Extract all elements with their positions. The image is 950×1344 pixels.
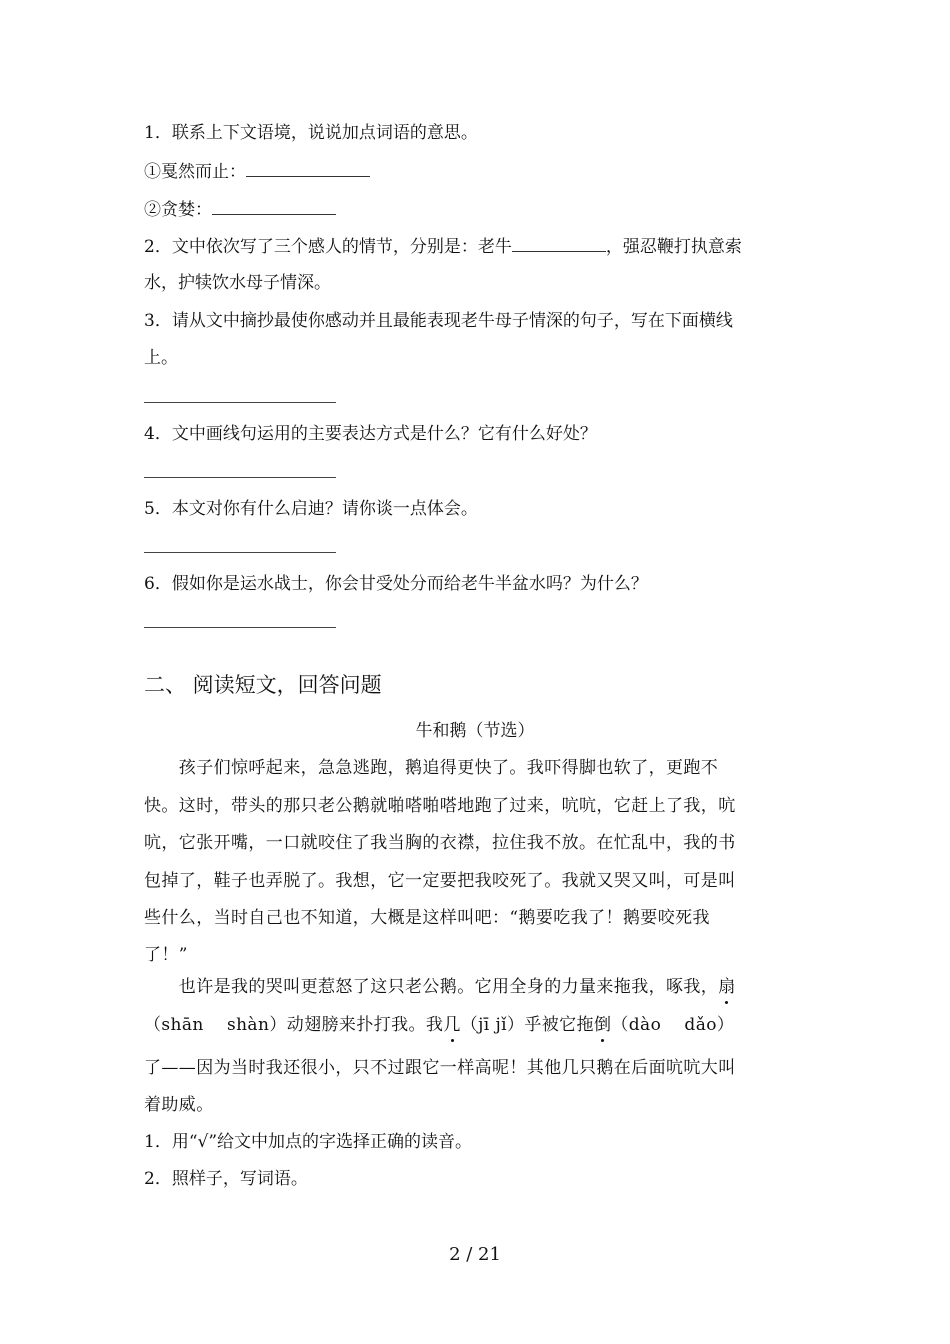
answer-line-4[interactable] <box>144 477 336 478</box>
pinyin-choice-shan[interactable]: （shān shàn）动翅膀来扑打我。我 <box>144 1015 444 1035</box>
question-2-line1 <box>144 235 742 258</box>
passage-line: 了！” <box>144 945 188 965</box>
question-1: 1．联系上下文语境，说说加点词语的意思。 <box>144 123 478 143</box>
question-1a-label: ①戛然而止： <box>144 162 246 182</box>
question-2-line2: 水，护犊饮水母子情深。 <box>144 273 331 293</box>
passage-line: 着助威。 <box>144 1095 214 1115</box>
passage-line: 包掉了，鞋子也弄脱了。我想，它一定要把我咬死了。我就又哭又叫，可是叫 <box>144 871 736 891</box>
pinyin-choice-ji[interactable]: （jī jǐ）乎被它拖 <box>460 1015 594 1035</box>
pinyin-choice-dao[interactable]: （dào dǎo） <box>611 1015 735 1035</box>
question-1b <box>144 198 336 221</box>
answer-blank-1b[interactable] <box>212 198 336 215</box>
question-2-text-a: 2．文中依次写了三个感人的情节，分别是：老牛 <box>144 237 512 257</box>
question-5: 5．本文对你有什么启迪？请你谈一点体会。 <box>144 499 478 519</box>
question-6: 6．假如你是运水战士，你会甘受处分而给老牛半盆水吗？为什么？ <box>144 574 648 594</box>
passage-line-pinyin <box>144 1014 734 1036</box>
answer-line-6[interactable] <box>144 627 336 628</box>
passage-line <box>144 976 736 998</box>
sub-question-1: 1．用“√”给文中加点的字选择正确的读音。 <box>144 1132 473 1152</box>
question-4: 4．文中画线句运用的主要表达方式是什么？它有什么好处？ <box>144 424 597 444</box>
answer-line-5[interactable] <box>144 552 336 553</box>
dotted-char-dao: 倒 <box>593 1015 612 1035</box>
answer-blank-2[interactable] <box>512 235 606 252</box>
page-number: 2 / 21 <box>449 1244 501 1265</box>
answer-line-3[interactable] <box>144 402 336 403</box>
sub-question-2: 2．照样子，写词语。 <box>144 1169 308 1189</box>
passage-line: 吭，它张开嘴，一口就咬住了我当胸的衣襟，拉住我不放。在忙乱中，我的书 <box>144 833 736 853</box>
dotted-char-ji: 几 <box>443 1015 461 1035</box>
passage-title: 牛和鹅（节选） <box>415 721 535 741</box>
dotted-char-shan: 扇 <box>718 977 736 997</box>
passage-line: 快。这时，带头的那只老公鹅就啪嗒啪嗒地跑了过来，吭吭，它赶上了我，吭 <box>144 796 736 816</box>
answer-blank-1a[interactable] <box>246 160 370 177</box>
question-3-line1: 3．请从文中摘抄最使你感动并且最能表现老牛母子情深的句子，写在下面横线 <box>144 311 733 331</box>
question-2-text-b: ，强忍鞭打执意索 <box>605 237 742 257</box>
section-2-heading: 二、 阅读短文，回答问题 <box>144 673 382 697</box>
passage-line: 了——因为当时我还很小，只不过跟它一样高呢！其他几只鹅在后面吭吭大叫 <box>144 1058 736 1078</box>
question-1b-label: ②贪婪： <box>144 200 212 220</box>
question-1a <box>144 160 370 183</box>
passage-line: 些什么，当时自己也不知道，大概是这样叫吧：“鹅要吃我了！鹅要咬死我 <box>144 908 710 928</box>
question-3-line2: 上。 <box>144 348 178 368</box>
passage-line: 孩子们惊呼起来，急急逃跑，鹅追得更快了。我吓得脚也软了，更跑不 <box>144 758 719 778</box>
passage-line-text: 也许是我的哭叫更惹怒了这只老公鹅。它用全身的力量来拖我，啄我， <box>144 977 719 997</box>
